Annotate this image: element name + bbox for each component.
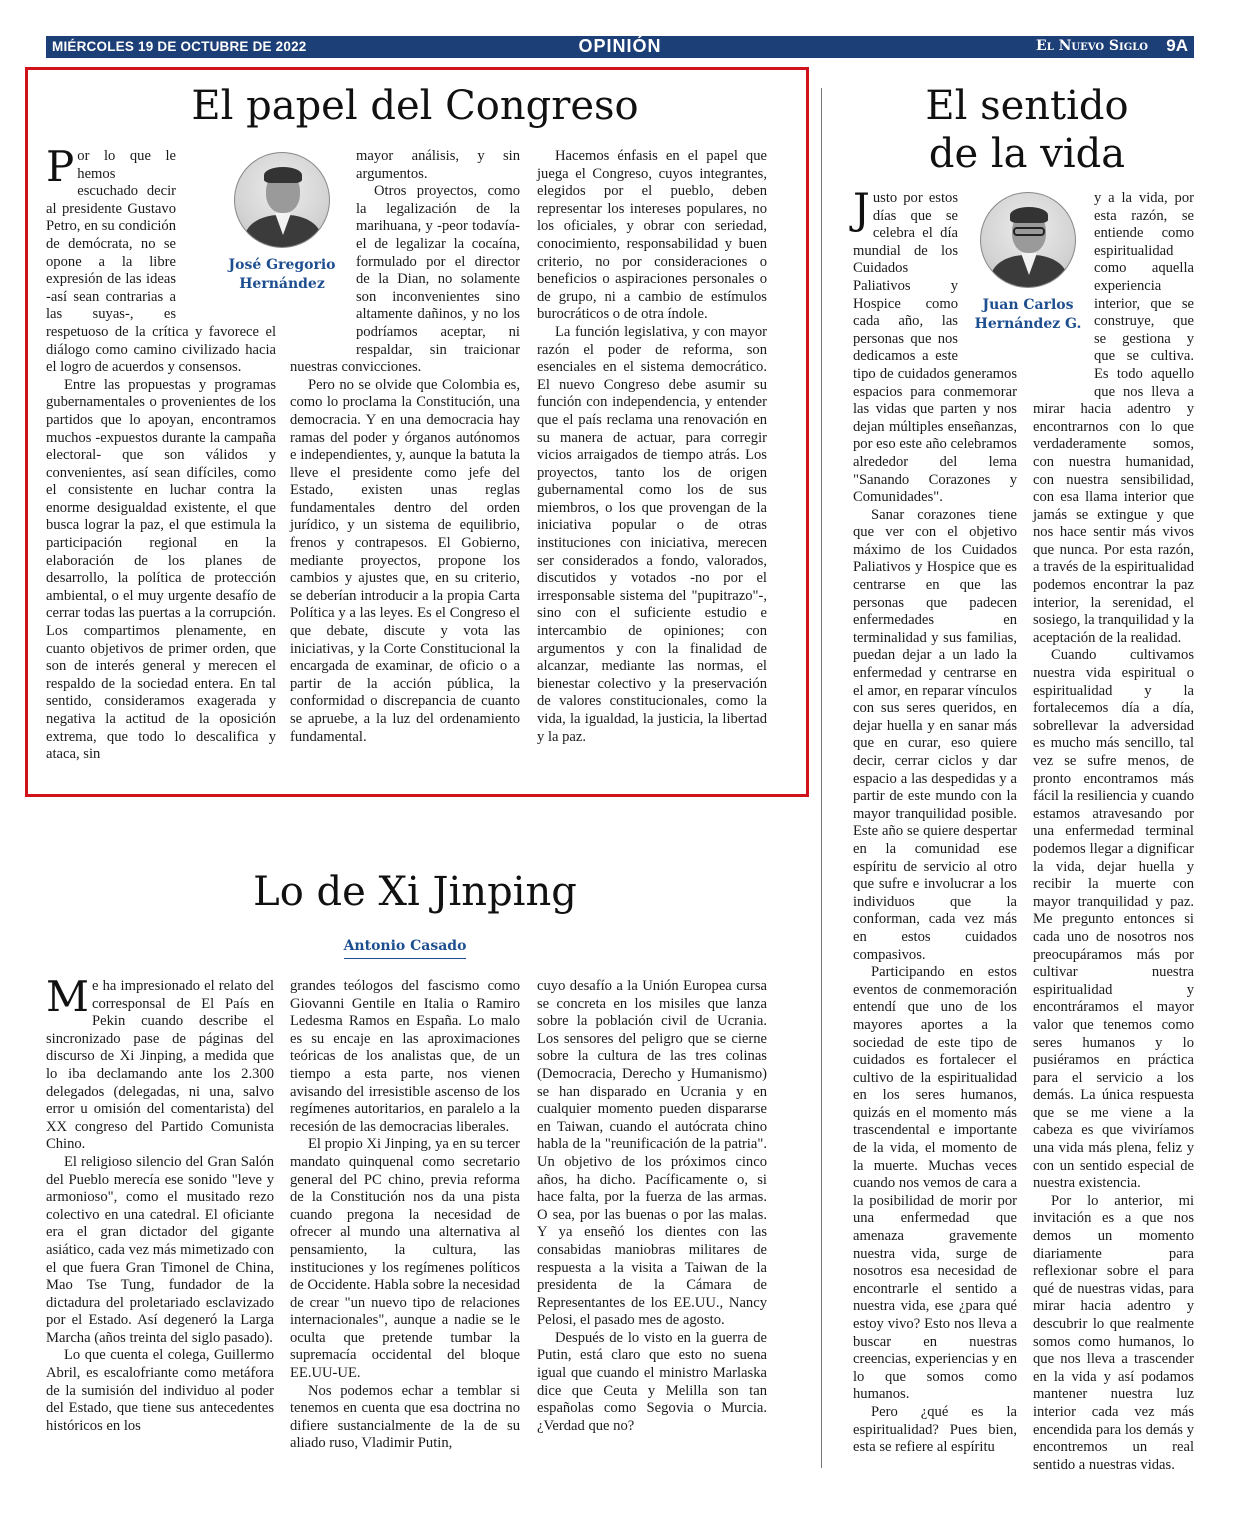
page-number: 9A xyxy=(1166,36,1188,55)
paragraph: Por lo anterior, mi invitación es a que nos demos un momento diariamente para reflexionar sobre el para qué de nuestras vidas, para mirar hacia adentro y descubrir lo que realmente somos como humanos, lo que nos lleva a trascender en la vida y así podamos mantener nuestra luz interior cada vez más encendida para los demás y encontremos un real sentido a nuestras vidas. xyxy=(1033,1192,1194,1473)
article-column xyxy=(46,972,274,1435)
photo-float-spacer xyxy=(290,148,352,343)
paragraph: mayor análisis, y sin argumentos. xyxy=(356,148,520,182)
column-divider xyxy=(821,88,822,1468)
paragraph: El propio Xi Jinping, ya en su tercer mandato quinquenal como secretario general del PC chino, previa reforma de la Constitución nos da una pista cuando pregona la necesidad de ofrecer al mundo una alternativa al pensamiento, la cultura, las instituciones y los regímenes políticos de Occidente. Habla sobre la necesidad de crear "un nuevo tipo de relaciones internacionales", aunque a nadie se le oculta que pretende tumbar la supremacía occidental del bloque EE.UU-UE. xyxy=(290,1136,520,1382)
article-title: El papel del Congreso xyxy=(191,83,639,129)
drop-cap: P xyxy=(46,142,75,191)
article-column xyxy=(537,978,767,1435)
paragraph: Hacemos énfasis en el papel que juega el Congreso, cuyos integrantes, elegidos por el pueblo, deben representar los intereses populares, no los oficiales, y obrar con seriedad, conocimiento, responsabilidad y buen criterio, no por consideraciones o beneficios o aspiraciones personales o de grupo, ni a cambio de estímulos burocráticos o de otra índole. xyxy=(537,148,767,323)
author-name: José Gregorio Hernández xyxy=(228,257,336,292)
paragraph: y a la vida, por esta razón, se entiende como espiritualidad como aquella experiencia interior, que se construye, que se gestiona y que se cultiva. Es todo aquello que nos lleva a mirar hacia adentro y encontrarnos con lo que verdaderamente somos, con nuestra humanidad, con nuestra sensibilidad, con esa llama interior que jamás se extingue y que nos hace sentir más vivos que nunca. Por esta razón, a través de la espiritualidad podemos encontrar la paz interior, la serenidad, el sosiego, la tranquilidad y la aceptación de la realidad. xyxy=(1033,190,1194,646)
paragraph: usto por estos días que se celebra el día mundial de los Cuidados Paliativos y Hospice como cada año, las personas que nos dedicamos a este tipo de cuidados generamos espacios para conmemorar las vidas que parten y nos dejan múltiples enseñanzas, por eso este año celebramos alrededor del lema "Sanando Corazones y Comunidades". xyxy=(853,190,1017,506)
paragraph: Pero ¿qué es la espiritualidad? Pues bien, esta se refiere al espíritu xyxy=(853,1403,1017,1456)
paragraph: Cuando cultivamos nuestra vida espiritual o espiritualidad y la fortalecemos día a día, sobrellevar la adversidad es mucho más sencillo, tal vez se sufre menos, de pronto encontramos más fácil la resiliencia y cuando estamos atravesando por una enfermedad terminal podemos llegar a dignificar la vida, dejar huella y recibir la muerte con mayor tranquilidad y paz. Me pregunto entonces si cada uno de nosotros nos preocupáramos más por cultivar nuestra espiritualidad y encontráramos el mayor valor que tenemos como seres humanos y lo pusiéramos en práctica para el servicio a los demás. La única respuesta que se me viene a la cabeza es que viviríamos una vida más plena, feliz y con un sentido especial de nuestra existencia. xyxy=(1033,647,1194,1192)
article-title-line: El sentido xyxy=(925,83,1129,129)
paragraph: e ha impresionado el relato del corresponsal de El País en Pekin cuando describe el sincronizado pase de páginas del discurso de Xi Jinping, a medida que lo iba declamando ante los 2.300 delegados (delegadas, ni una, salvo error u omisión del comentarista) del XX congreso del Partido Comunista Chino. xyxy=(46,978,274,1153)
paragraph: Sanar corazones tiene que ver con el objetivo máximo de los Cuidados Paliativos y Hospice que es centrarse en que las personas que padecen enfermedades en terminalidad y sus familias, puedan dejar a un lado la enfermedad y centrarse en el amor, en reparar vínculos con sus seres queridos, en dejar huella y en sanar más que en curar, eso quiere decir, cerrar ciclos y dar espacio a las despedidas y a partir de este mundo con la mayor tranquilidad posible. Este año se quiere despertar en la comunidad ese espíritu de servicio al otro que sufre e involucrar a los individuos que la conforman, cada vez más en estos cuidados compasivos. xyxy=(853,506,1017,963)
article-column xyxy=(290,148,520,746)
paragraph: or lo que le hemos escuchado decir al presidente Gustavo Petro, en su condición de demócrata, no se opone a la libre expresión de las ideas -así sean contrarias a las suyas-, es respetuoso de la crítica y favorece el diálogo como camino civilizado hacia el logro de acuerdos y consensos. xyxy=(46,148,276,376)
paragraph: Lo que cuenta el colega, Guillermo Abril, es escalofriante como metáfora de la sumisión del individuo al poder del Estado, que tiene sus antecedentes históricos en los xyxy=(46,1347,274,1434)
paragraph: Otros proyectos, como la legalización de la marihuana, y -peor todavía- el de legalizar la cocaína, formulado por el director de la Dian, no solamente son inconvenientes sino altamente dañinos, y no los podríamos aceptar, ni respaldar, sin traicionar nuestras convicciones. xyxy=(290,183,520,376)
drop-cap: M xyxy=(46,972,90,1021)
paragraph: grandes teólogos del fascismo como Giovanni Gentile en Italia o Ramiro Ledesma Ramos en España. Lo malo es su encaje en las aproximaciones teóricas de los analistas que, de un tiempo a esta parte, nos vienen avisando del irresistible ascenso de los regímenes autoritarios, en paralelo a la recesión de las democracias liberales. xyxy=(290,978,520,1135)
newspaper-name: El Nuevo Siglo xyxy=(1036,38,1148,54)
paragraph: Entre las propuestas y programas gubernamentales o provenientes de los partidos que lo apoyan, encontramos muchos -expuestos durante la campaña electoral- que son válidos y convenientes, así sean difíciles, como el consistente en luchar contra la enorme desigualdad existente, el que busca lograr la paz, el que estimula la participación regional en la elaboración de los planes de desarrollo, la política de protección ambiental, o el muy urgente desafío de cerrar todas las puertas a la corrupción. Los compartimos plenamente, en cuanto objetivos de primer orden, que son de interés general y merecen el respaldo de la sociedad entera. En tal sentido, consideramos exagerada y negativa la actitud de la oposición extrema, que todo lo descalifica y ataca, sin xyxy=(46,376,276,763)
paragraph: La función legislativa, y con mayor razón el poder de reforma, son esenciales en el sistema democrático. El nuevo Congreso debe asumir su función con independencia, y entender que el país reclama una renovación en su manera de actuar, para corregir vicios arraigados de tiempo atrás. Los proyectos, tanto los de origen gubernamental como los de sus miembros, o los que provengan de la iniciativa popular o de otras instituciones con iniciativa, merecen ser considerados a fondo, valorados, discutidos y votados -no por el irresponsable sistema del "pupitrazo"-, sino con el suficiente estudio e intercambio de opiniones; con argumentos y con la finalidad de alcanzar, mediante las normas, el bienestar colectivo y la preservación de valores constitucionales, como la vida, la igualdad, la justicia, la libertad y la paz. xyxy=(537,323,767,745)
issue-date: MIÉRCOLES 19 DE OCTUBRE DE 2022 xyxy=(52,39,307,54)
paragraph: cuyo desafío a la Unión Europea cursa se concreta en los misiles que lanza sobre la población civil de Ucrania. Los sensores del peligro que se cierne sobre la cultura de las tres colinas (Democracia, Derecho y Humanismo) se han disparado en Ucrania y en cualquier momento pueden dispararse en Taiwan, cuando el autócrata chino habla de la "reunificación de la patria". Un objetivo de los próximos cinco años, ha dicho. Pacíficamente o, si hace falta, por la fuerza de las armas. O sea, por las buenas o por las malas. Y ya enseñó los dientes con las consabidas maniobras militares de respuesta a la visita a Taiwan de la presidenta de la Cámara de Representantes de los EE.UU., Nancy Pelosi, el pasado mes de agosto. xyxy=(537,978,767,1329)
article-column xyxy=(290,978,520,1453)
paragraph: El religioso silencio del Gran Salón del Pueblo merecía ese sonido "leve y armonioso", como el musitado rezo colectivo en una catedral. El oficiante era el gran dictador del gigante asiático, cada vez más mimetizado con el que fuera Gran Timonel de China, Mao Tse Tung, fundador de la dictadura del proletariado esclavizado por el Estado. Así degeneró la Larga Marcha (años treinta del siglo pasado). xyxy=(46,1153,274,1346)
author-name: Juan Carlos Hernández G. xyxy=(974,297,1082,332)
article-column xyxy=(853,184,1017,1457)
page-header-bar xyxy=(46,36,1194,58)
section-title: OPINIÓN xyxy=(578,36,662,56)
article-column xyxy=(537,148,767,746)
article-title: Lo de Xi Jinping xyxy=(253,869,577,915)
author-byline: Antonio Casado xyxy=(343,938,467,954)
paragraph: Participando en estos eventos de conmemoración entendí que uno de los mayores aportes a la sociedad de este tipo de cuidados es fortalecer el cultivo de la espiritualidad en los seres humanos, quizás en el momento más trascendental e importante de la vida, el momento de la muerte. Muchas veces cuando nos vemos de cara a la posibilidad de morir por una enfermedad que amenaza gravemente nuestra vida, surge de nosotros esa necesidad de encontrarle el sentido a nuestra vida, ese ¿para qué estoy vivo? Esto nos lleva a buscar en nuestras creencias, experiencias y en lo que somos como humanos. xyxy=(853,964,1017,1403)
paragraph: Nos podemos echar a temblar si tenemos en cuenta que esa doctrina no difiere sustancialmente de la de su aliado ruso, Vladimir Putin, xyxy=(290,1382,520,1452)
article-column xyxy=(1033,190,1194,1474)
paragraph: Pero no se olvide que Colombia es, como lo proclama la Constitución, una democracia. Y en una democracia hay ramas del poder y órganos autónomos e independientes, y, aunque la batuta la lleve el presidente como jefe del Estado, existen unas reglas fundamentales dentro del orden jurídico, y un sistema de equilibrio, frenos y contrapesos. El Gobierno, mediante proyectos, propone los cambios y ajustes que, en su criterio, se deberían introducir a la propia Carta Política y a las leyes. Es el Congreso el que debate, discute y vota las iniciativas, y la Corte Constitucional la encargada de examinar, de oficio o a partir de la acción pública, la conformidad o discrepancia de cuanto se apruebe, a la luz del ordenamiento fundamental. xyxy=(290,376,520,745)
byline-rule xyxy=(344,958,466,959)
article-title-line: de la vida xyxy=(928,131,1126,177)
paragraph: Después de lo visto en la guerra de Putin, está claro que esto no suena igual que cuando el ministro Marlaska dice que Ceuta y Melilla son tan españolas como Segovia o Murcia. ¿Verdad que no? xyxy=(537,1329,767,1434)
photo-float-spacer xyxy=(1033,190,1091,386)
drop-cap: J xyxy=(853,184,870,233)
